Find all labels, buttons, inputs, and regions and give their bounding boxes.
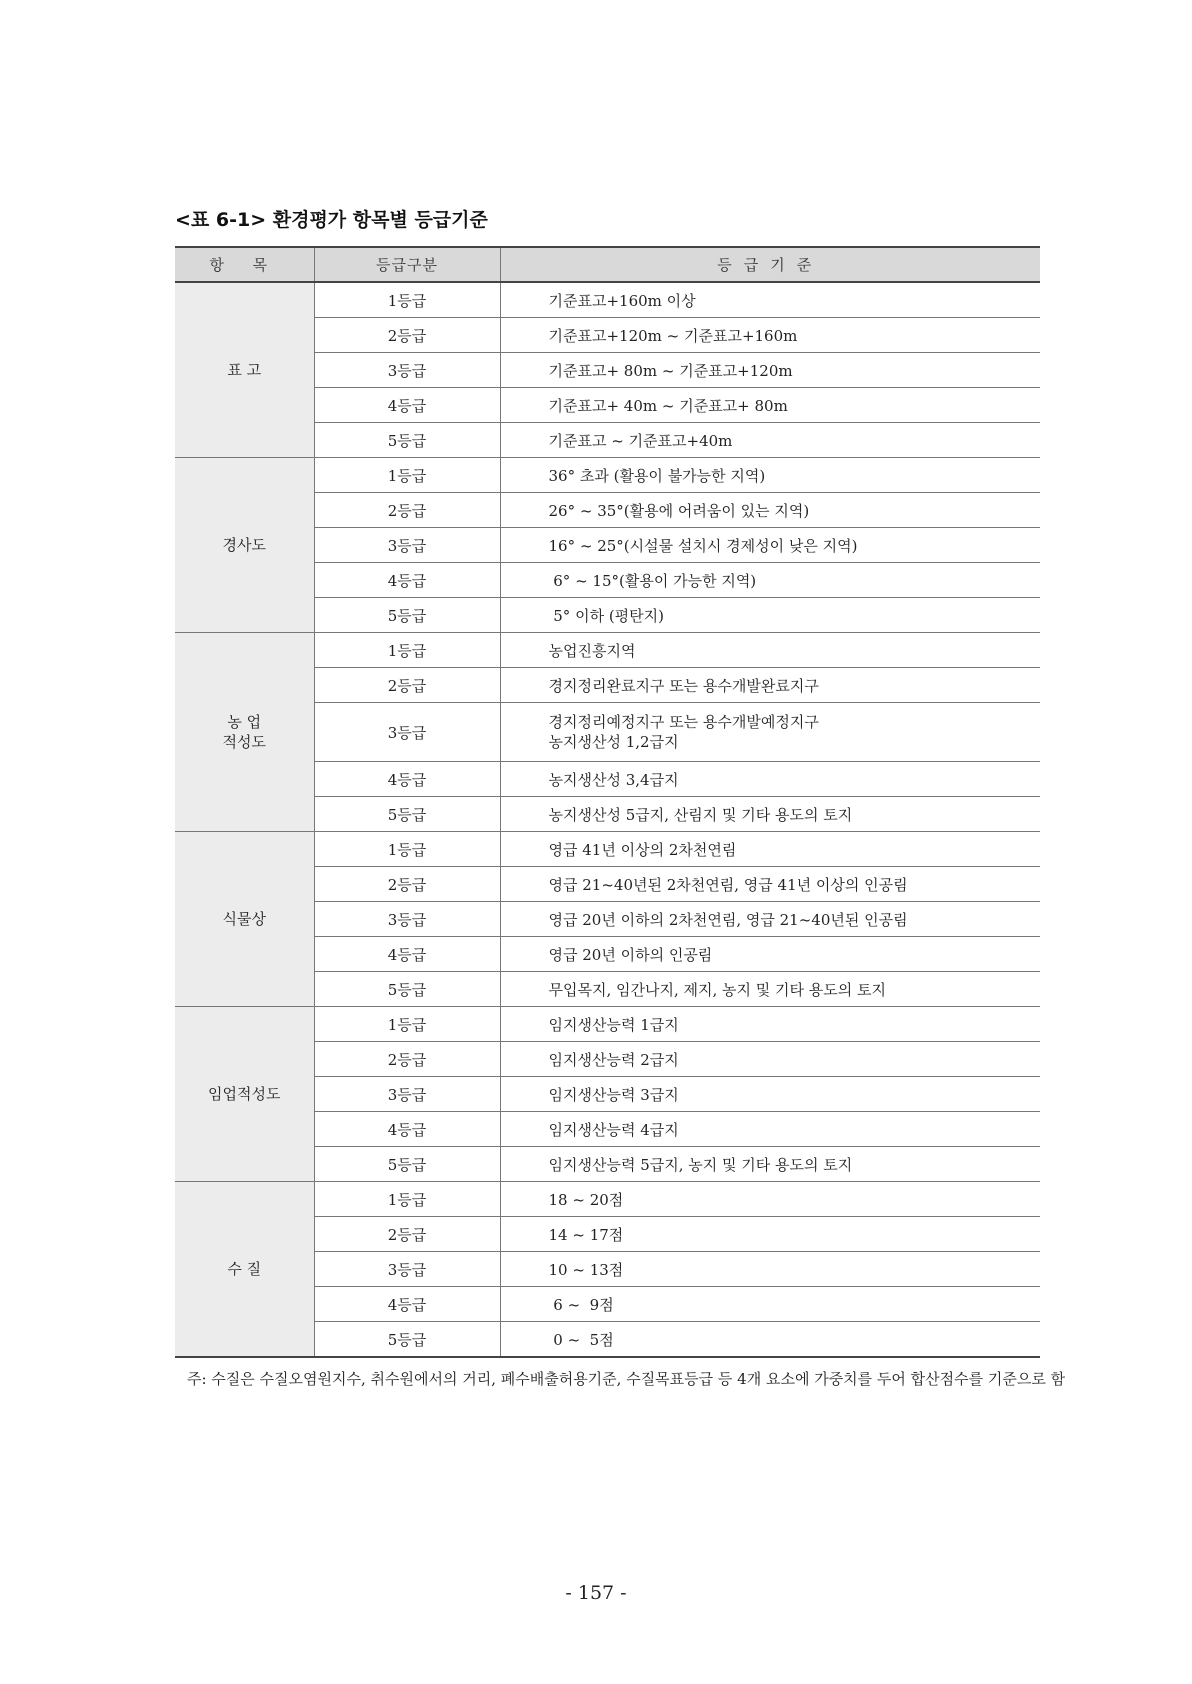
- grade-cell: 4등급: [314, 762, 500, 797]
- table-row: [175, 1182, 1040, 1217]
- grade-criteria-table: [175, 246, 1040, 1358]
- criteria-cell: 영급 41년 이상의 2차천연림: [500, 832, 1040, 867]
- page-number: - 157 -: [565, 1582, 627, 1604]
- criteria-cell: 임지생산능력 2급지: [500, 1042, 1040, 1077]
- item-cell: 경사도: [175, 458, 314, 633]
- grade-cell: 2등급: [314, 493, 500, 528]
- item-cell: 농 업 적성도: [175, 633, 314, 832]
- header-grade: 등급구분: [314, 247, 500, 282]
- criteria-cell: 16° ~ 25°(시설물 설치시 경제성이 낮은 지역): [500, 528, 1040, 563]
- item-cell: 식물상: [175, 832, 314, 1007]
- grade-cell: 5등급: [314, 972, 500, 1007]
- table-caption: <표 6-1> 환경평가 항목별 등급기준: [175, 209, 488, 231]
- table-footnote: 주: 수질은 수질오염원지수, 취수원에서의 거리, 폐수배출허용기준, 수질목표등급 등 4개 요소에 가중치를 두어 합산점수를 기준으로 함: [187, 1370, 1066, 1388]
- criteria-cell: 6° ~ 15°(활용이 가능한 지역): [500, 563, 1040, 598]
- grade-cell: 1등급: [314, 633, 500, 668]
- grade-cell: 3등급: [314, 528, 500, 563]
- table-row: [175, 633, 1040, 668]
- grade-cell: 3등급: [314, 1252, 500, 1287]
- grade-cell: 4등급: [314, 563, 500, 598]
- criteria-cell: 0 ~ 5점: [500, 1322, 1040, 1358]
- criteria-cell: 6 ~ 9점: [500, 1287, 1040, 1322]
- criteria-cell: 기준표고+120m ~ 기준표고+160m: [500, 318, 1040, 353]
- grade-cell: 5등급: [314, 598, 500, 633]
- item-cell: 임업적성도: [175, 1007, 314, 1182]
- grade-cell: 2등급: [314, 867, 500, 902]
- criteria-cell: 경지정리예정지구 또는 용수개발예정지구 농지생산성 1,2급지: [500, 703, 1040, 762]
- grade-cell: 5등급: [314, 423, 500, 458]
- grade-cell: 1등급: [314, 282, 500, 318]
- criteria-cell: 영급 20년 이하의 2차천연림, 영급 21~40년된 인공림: [500, 902, 1040, 937]
- grade-cell: 2등급: [314, 1042, 500, 1077]
- criteria-cell: 18 ~ 20점: [500, 1182, 1040, 1217]
- grade-cell: 4등급: [314, 1287, 500, 1322]
- grade-cell: 4등급: [314, 937, 500, 972]
- criteria-cell: 농지생산성 3,4급지: [500, 762, 1040, 797]
- grade-cell: 2등급: [314, 668, 500, 703]
- criteria-cell: 임지생산능력 5급지, 농지 및 기타 용도의 토지: [500, 1147, 1040, 1182]
- criteria-cell: 기준표고+ 80m ~ 기준표고+120m: [500, 353, 1040, 388]
- grade-cell: 1등급: [314, 1007, 500, 1042]
- table-header-row: [175, 247, 1040, 282]
- grade-cell: 3등급: [314, 902, 500, 937]
- criteria-cell: 임지생산능력 3급지: [500, 1077, 1040, 1112]
- header-criteria: 등급기준: [500, 247, 1040, 282]
- criteria-cell: 무입목지, 임간나지, 제지, 농지 및 기타 용도의 토지: [500, 972, 1040, 1007]
- grade-cell: 5등급: [314, 1147, 500, 1182]
- grade-cell: 3등급: [314, 703, 500, 762]
- grade-cell: 4등급: [314, 388, 500, 423]
- criteria-cell: 5° 이하 (평탄지): [500, 598, 1040, 633]
- criteria-cell: 임지생산능력 4급지: [500, 1112, 1040, 1147]
- criteria-cell: 기준표고+160m 이상: [500, 282, 1040, 318]
- item-cell: 표 고: [175, 282, 314, 458]
- item-cell: 수 질: [175, 1182, 314, 1358]
- criteria-cell: 영급 21~40년된 2차천연림, 영급 41년 이상의 인공림: [500, 867, 1040, 902]
- grade-cell: 5등급: [314, 1322, 500, 1358]
- grade-cell: 3등급: [314, 1077, 500, 1112]
- grade-cell: 3등급: [314, 353, 500, 388]
- grade-cell: 4등급: [314, 1112, 500, 1147]
- criteria-cell: 기준표고 ~ 기준표고+40m: [500, 423, 1040, 458]
- criteria-cell: 경지정리완료지구 또는 용수개발완료지구: [500, 668, 1040, 703]
- grade-cell: 2등급: [314, 1217, 500, 1252]
- criteria-cell: 농업진흥지역: [500, 633, 1040, 668]
- table-row: [175, 282, 1040, 318]
- grade-cell: 5등급: [314, 797, 500, 832]
- criteria-cell: 36° 초과 (활용이 불가능한 지역): [500, 458, 1040, 493]
- criteria-cell: 영급 20년 이하의 인공림: [500, 937, 1040, 972]
- table-row: [175, 458, 1040, 493]
- grade-cell: 1등급: [314, 458, 500, 493]
- grade-cell: 1등급: [314, 1182, 500, 1217]
- grade-cell: 2등급: [314, 318, 500, 353]
- grade-cell: 1등급: [314, 832, 500, 867]
- criteria-cell: 기준표고+ 40m ~ 기준표고+ 80m: [500, 388, 1040, 423]
- criteria-cell: 임지생산능력 1급지: [500, 1007, 1040, 1042]
- header-item: 항 목: [175, 247, 314, 282]
- criteria-cell: 농지생산성 5급지, 산림지 및 기타 용도의 토지: [500, 797, 1040, 832]
- table-row: [175, 832, 1040, 867]
- criteria-cell: 10 ~ 13점: [500, 1252, 1040, 1287]
- table-row: [175, 1007, 1040, 1042]
- criteria-cell: 26° ~ 35°(활용에 어려움이 있는 지역): [500, 493, 1040, 528]
- criteria-cell: 14 ~ 17점: [500, 1217, 1040, 1252]
